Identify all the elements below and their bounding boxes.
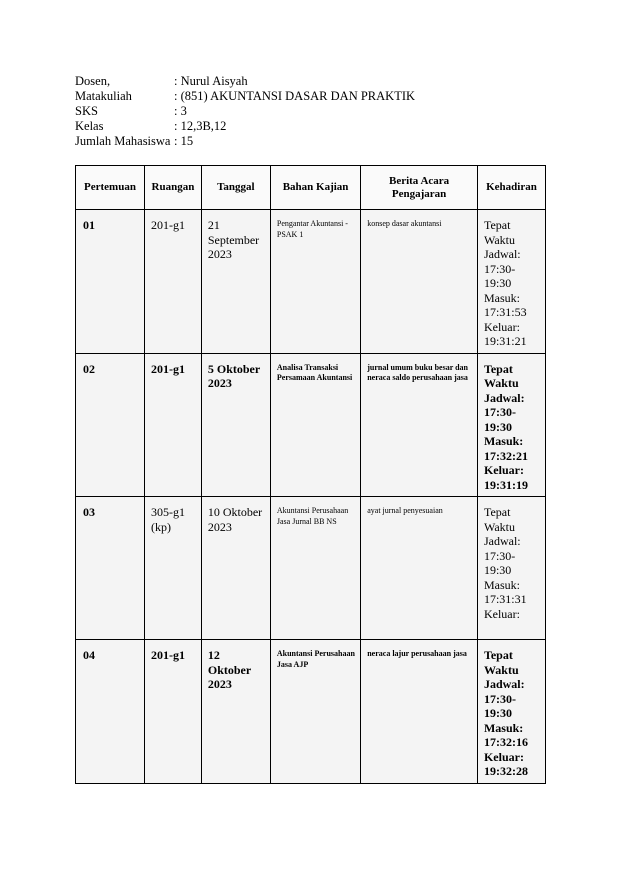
- cell-pertemuan: 02: [83, 361, 95, 376]
- cell-kehadiran: [478, 210, 545, 353]
- info-value: : (851) AKUNTANSI DASAR DAN PRAKTIK: [174, 89, 416, 103]
- kehadiran-masuk: Masuk: 17:31:53: [483, 290, 527, 319]
- kehadiran-keluar: Keluar: 19:31:21: [483, 319, 527, 348]
- info-row-sks: [75, 104, 415, 119]
- cell-bahan-kajian: Analisa Transaksi Persamaan Akuntansi: [276, 362, 353, 382]
- kehadiran-keluar: Keluar:: [483, 606, 520, 621]
- cell-bahan-kajian: Akuntansi Perusahaan Jasa AJP: [276, 649, 355, 669]
- cell-pertemuan: 03: [83, 505, 95, 519]
- kehadiran-keluar: Keluar: 19:31:19: [483, 463, 528, 492]
- cell-pertemuan: 01: [83, 218, 95, 232]
- course-info: [75, 74, 415, 149]
- info-label: Matakuliah: [75, 89, 132, 103]
- info-label: Dosen,: [75, 74, 111, 88]
- cell-tanggal: 5 Oktober 2023: [207, 361, 260, 390]
- header-bahan-kajian: Bahan Kajian: [270, 166, 360, 210]
- header-pertemuan: Pertemuan: [76, 166, 145, 210]
- kehadiran-status: Tepat Waktu: [483, 505, 515, 534]
- cell-tanggal: 12 Oktober 2023: [207, 648, 251, 691]
- header-berita-acara: Berita Acara Pengajaran: [361, 166, 478, 210]
- cell-kehadiran: [478, 354, 545, 497]
- cell-berita-acara: konsep dasar akuntansi: [367, 219, 442, 228]
- kehadiran-jadwal: Jadwal: 17:30-19:30: [483, 534, 521, 577]
- cell-tanggal: 10 Oktober 2023: [207, 505, 263, 534]
- cell-kehadiran: [478, 640, 545, 783]
- cell-bahan-kajian: Akuntansi Perusahaan Jasa Jurnal BB NS: [276, 506, 349, 526]
- info-row-matakuliah: [75, 89, 415, 104]
- info-row-jumlah-mahasiswa: [75, 134, 415, 149]
- cell-kehadiran: [478, 497, 545, 625]
- attendance-table: [75, 165, 546, 784]
- kehadiran-jadwal: Jadwal: 17:30-19:30: [483, 390, 525, 434]
- info-value: : 12,3B,12: [174, 119, 227, 133]
- info-value: : Nurul Aisyah: [174, 74, 248, 88]
- cell-tanggal: 21 September 2023: [207, 218, 260, 261]
- kehadiran-status: Tepat Waktu: [483, 218, 515, 247]
- info-label: Kelas: [75, 119, 104, 133]
- kehadiran-masuk: Masuk: 17:32:16: [483, 720, 528, 749]
- kehadiran-status: Tepat Waktu: [483, 361, 519, 390]
- info-value: : 15: [174, 134, 194, 148]
- info-label: Jumlah Mahasiswa: [75, 134, 171, 148]
- kehadiran-status: Tepat Waktu: [483, 648, 519, 677]
- kehadiran-jadwal: Jadwal: 17:30-19:30: [483, 677, 525, 720]
- cell-berita-acara: ayat jurnal penyesuaian: [367, 506, 443, 515]
- header-kehadiran: Kehadiran: [477, 166, 545, 210]
- cell-berita-acara: neraca lajur perusahaan jasa: [367, 649, 467, 658]
- info-label: SKS: [75, 104, 98, 118]
- kehadiran-keluar: Keluar: 19:32:28: [483, 749, 528, 778]
- info-row-kelas: [75, 119, 415, 134]
- table-row: [76, 497, 546, 640]
- cell-bahan-kajian: Pengantar Akuntansi - PSAK 1: [276, 219, 348, 239]
- cell-ruangan: 201-g1: [151, 361, 186, 376]
- header-ruangan: Ruangan: [145, 166, 202, 210]
- info-row-dosen: [75, 74, 415, 89]
- table-header-row: [76, 166, 546, 210]
- table-row: [76, 210, 546, 354]
- kehadiran-jadwal: Jadwal: 17:30-19:30: [483, 247, 521, 290]
- kehadiran-masuk: Masuk: 17:31:31: [483, 577, 527, 606]
- kehadiran-masuk: Masuk: 17:32:21: [483, 434, 528, 463]
- cell-ruangan: 201-g1: [151, 648, 186, 662]
- cell-ruangan: 201-g1: [151, 218, 186, 232]
- table-row: [76, 640, 546, 784]
- cell-ruangan: 305-g1 (kp): [151, 505, 186, 534]
- header-tanggal: Tanggal: [201, 166, 270, 210]
- info-value: : 3: [174, 104, 187, 118]
- table-row: [76, 353, 546, 497]
- cell-pertemuan: 04: [83, 648, 95, 662]
- cell-berita-acara: jurnal umum buku besar dan neraca saldo perusahaan jasa: [367, 362, 468, 382]
